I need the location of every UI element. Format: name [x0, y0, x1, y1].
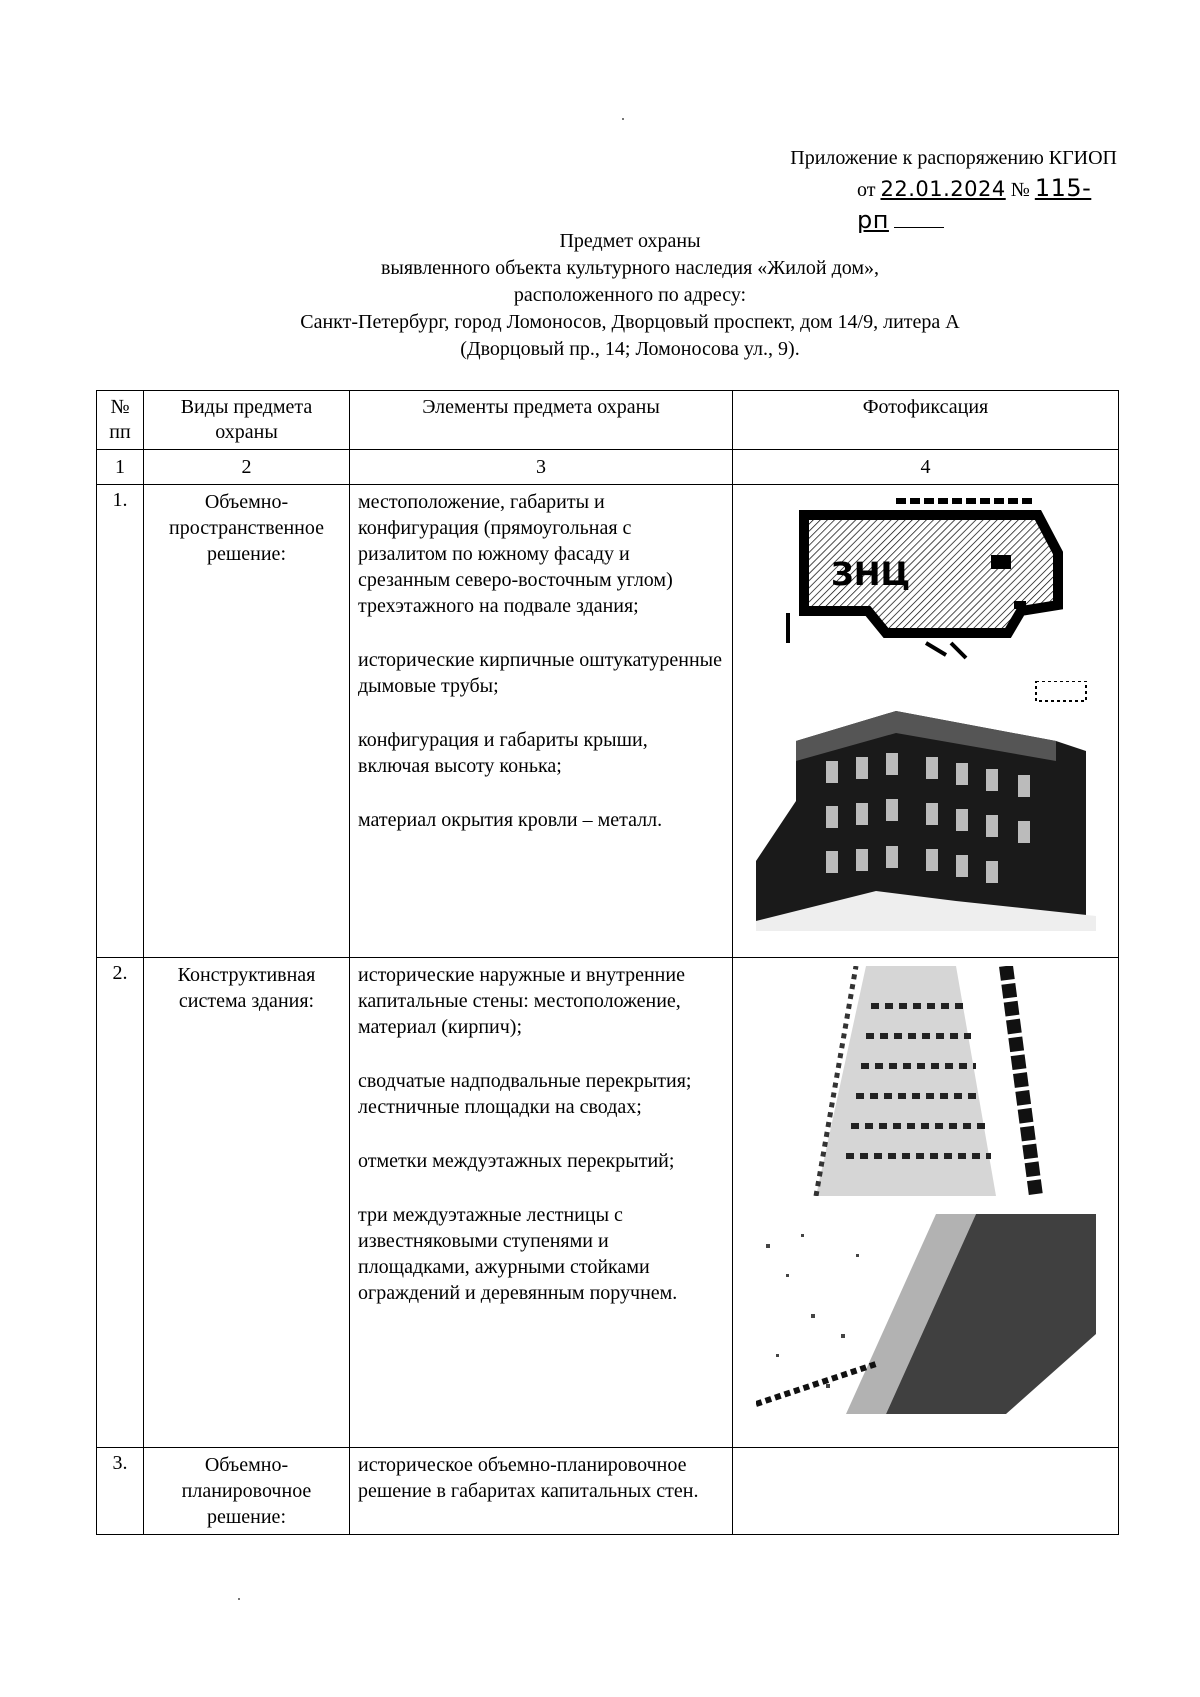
- row-type: Объемно-планировочное решение:: [144, 1448, 350, 1535]
- row-type: Объемно-пространственное решение:: [144, 485, 350, 958]
- date-prefix: от: [857, 179, 876, 201]
- header-number: № пп: [97, 391, 144, 450]
- number-sign: №: [1010, 179, 1030, 201]
- element-item: исторические кирпичные оштукатуренные дымовые трубы;: [358, 649, 722, 697]
- handwritten-number: 115-рп: [857, 174, 1092, 234]
- site-plan-image: [776, 493, 1076, 663]
- element-item: конфигурация и габариты крыши, включая высоту конька;: [358, 729, 648, 777]
- row-elements: [350, 1448, 733, 1535]
- handwritten-date: 22.01.2024: [880, 177, 1006, 201]
- element-item: исторические наружные и внутренние капитальные стены: местоположение, материал (кирпич);: [358, 964, 685, 1038]
- table-row: [97, 1448, 1119, 1535]
- index-cell: 3: [350, 450, 733, 485]
- document-title: [120, 228, 1140, 363]
- element-item: три междуэтажные лестницы с известняковыми ступенями и площадками, ажурными стойками ограждений и деревянным поручнем.: [358, 1204, 678, 1304]
- table-row: [97, 958, 1119, 1448]
- annex-header: [697, 143, 1117, 237]
- table-header-row: [97, 391, 1119, 450]
- row-elements: [350, 958, 733, 1448]
- index-cell: 4: [733, 450, 1119, 485]
- staircase-photo: [776, 966, 1076, 1196]
- annex-text: Приложение к распоряжению КГИОП: [790, 147, 1117, 169]
- table-index-row: [97, 450, 1119, 485]
- element-item: материал окрытия кровли – металл.: [358, 809, 663, 831]
- title-line-2: выявленного объекта культурного наследия «Жилой дом»,: [380, 257, 880, 279]
- element-item: местоположение, габариты и конфигурация (прямоугольная с ризалитом по южному фасаду и срезанным северо-восточным углом) трехэтажного на подвале здания;: [358, 491, 673, 617]
- header-type: Виды предмета охраны: [144, 391, 350, 450]
- row-number: 3.: [97, 1448, 144, 1535]
- protection-subject-table: [96, 390, 1119, 1535]
- scan-speck: [622, 118, 624, 120]
- title-line-3: расположенного по адресу:: [513, 284, 747, 306]
- row-number: 2.: [97, 958, 144, 1448]
- row-type: Конструктивная система здания:: [144, 958, 350, 1448]
- index-cell: 2: [144, 450, 350, 485]
- element-item: отметки междуэтажных перекрытий;: [358, 1150, 675, 1172]
- scan-speck: [238, 1598, 240, 1600]
- element-item: историческое объемно-планировочное решение в габаритах капитальных стен.: [358, 1454, 699, 1502]
- header-photo: Фотофиксация: [733, 391, 1119, 450]
- index-cell: 1: [97, 450, 144, 485]
- header-elements: Элементы предмета охраны: [350, 391, 733, 450]
- row-elements: [350, 485, 733, 958]
- title-line-1: Предмет охраны: [559, 230, 701, 252]
- table-row: [97, 485, 1119, 958]
- element-item: сводчатые надподвальные перекрытия; лестничные площадки на сводах;: [358, 1070, 692, 1118]
- row-number: 1.: [97, 485, 144, 958]
- row-photos-empty: [733, 1448, 1119, 1535]
- title-line-4: Санкт-Петербург, город Ломоносов, Дворцовый проспект, дом 14/9, литера А: [300, 311, 960, 333]
- row-photos: [733, 485, 1119, 958]
- title-line-5: (Дворцовый пр., 14; Ломоносова ул., 9).: [460, 338, 800, 360]
- staircase-photo: [756, 1214, 1096, 1414]
- building-facade-photo: [756, 681, 1096, 931]
- plan-label: ЗНЦ: [830, 555, 910, 593]
- row-photos: [733, 958, 1119, 1448]
